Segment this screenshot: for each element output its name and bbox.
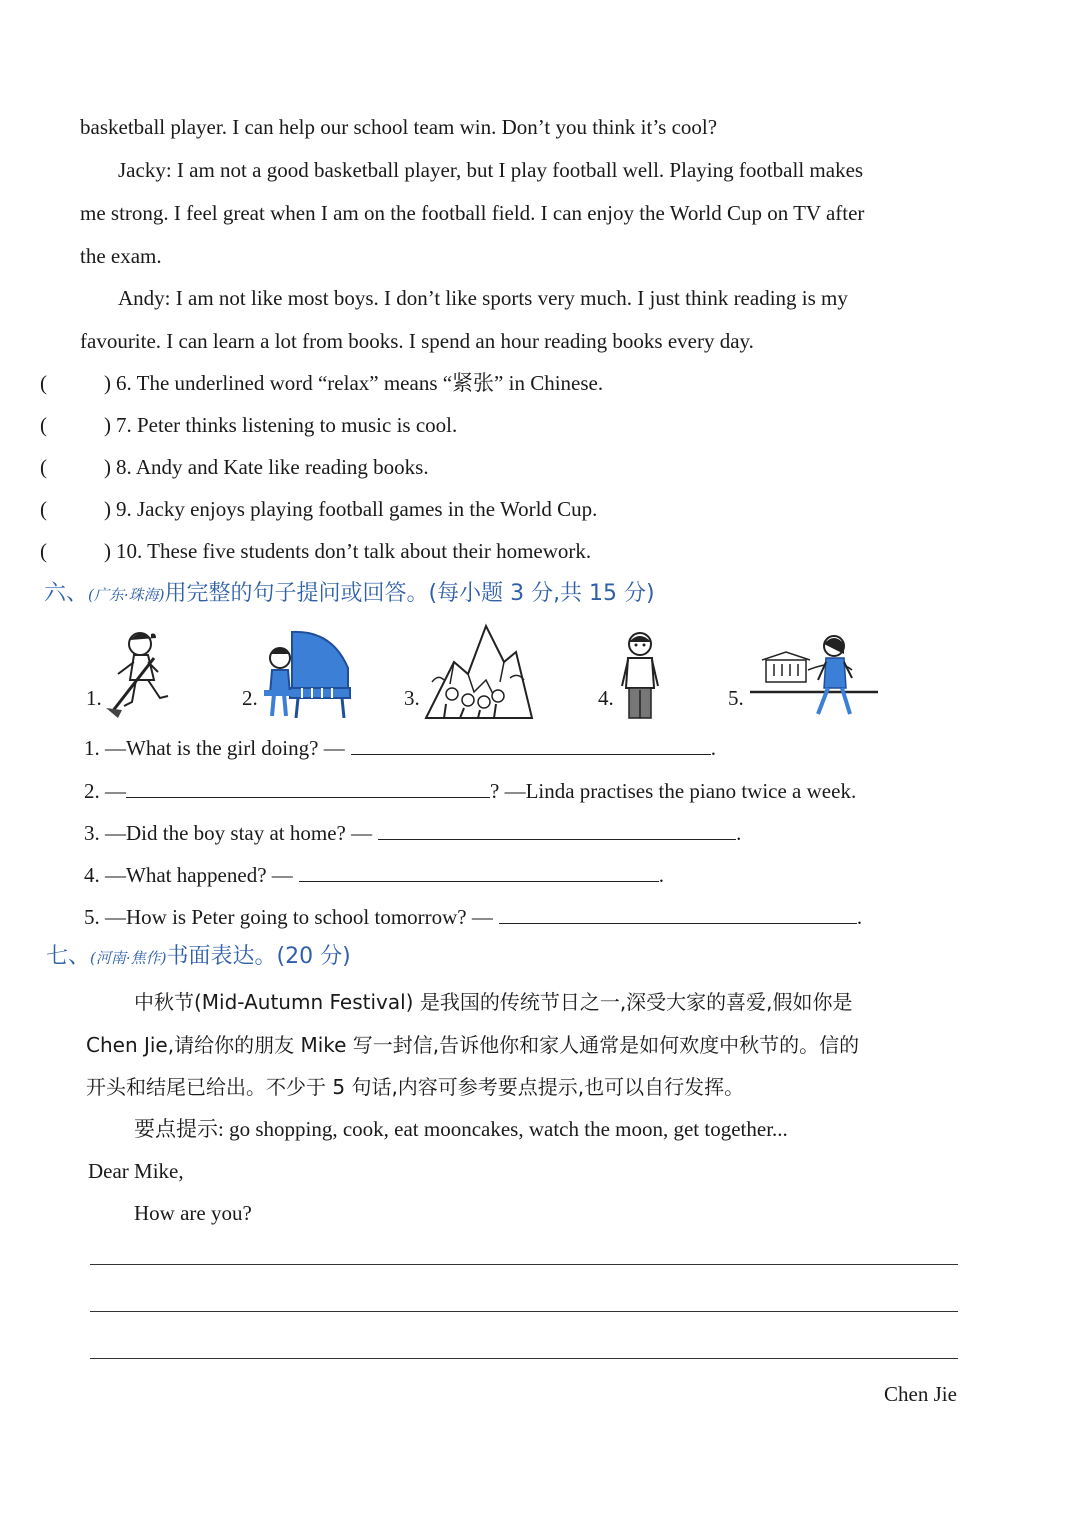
passage-line: the exam. <box>80 244 162 268</box>
writing-line[interactable] <box>90 1264 958 1265</box>
section-7-heading <box>46 946 351 968</box>
section-number: 六、 <box>44 581 89 606</box>
judgement-text: 9. Jacky enjoys playing football games in the World Cup. <box>116 497 598 521</box>
picture-label: 2. <box>242 686 258 710</box>
judgement-text: 7. Peter thinks listening to music is cool. <box>116 413 458 437</box>
passage-line: basketball player. I can help our school team win. Don’t you think it’s cool? <box>80 115 718 139</box>
writing-hints: 要点提示: go shopping, cook, eat mooncakes, watch the moon, get together... <box>134 1117 788 1141</box>
answer-blank[interactable] <box>499 905 857 924</box>
question-prefix: 1. —What is the girl doing? — <box>84 736 345 760</box>
question-prefix: 2. — <box>84 779 126 803</box>
girl-sweeping-icon <box>104 628 180 720</box>
section-title: 用完整的句子提问或回答。(每小题 3 分,共 15 分) <box>164 581 655 606</box>
answer-paren-close: ) <box>104 497 111 521</box>
answer-paren-open: ( <box>40 413 47 437</box>
question-2 <box>84 779 856 802</box>
people-on-mountain-icon <box>424 622 534 720</box>
question-suffix: . <box>658 863 665 887</box>
section-6-heading <box>44 583 655 605</box>
question-prefix: 5. —How is Peter going to school tomorrow? — <box>84 905 493 929</box>
writing-intro-line: 中秋节(Mid-Autumn Festival) 是我国的传统节日之一,深受大家的喜爱,假如你是 <box>134 990 853 1014</box>
passage-line: favourite. I can learn a lot from books. I spend an hour reading books every day. <box>80 329 754 353</box>
section-region: (河南·焦作) <box>90 949 167 967</box>
question-suffix: . <box>856 905 863 929</box>
answer-blank[interactable] <box>126 779 490 798</box>
letter-greeting: Dear Mike, <box>88 1159 184 1183</box>
answer-blank[interactable] <box>351 736 711 755</box>
letter-signature: Chen Jie <box>884 1382 957 1406</box>
girl-walking-to-school-icon <box>748 630 880 720</box>
answer-blank[interactable] <box>378 821 736 840</box>
question-5 <box>84 905 862 928</box>
answer-paren-open: ( <box>40 539 47 563</box>
picture-label: 1. <box>86 686 102 710</box>
passage-line: me strong. I feel great when I am on the football field. I can enjoy the World Cup on TV after <box>80 201 865 225</box>
picture-label: 3. <box>404 686 420 710</box>
question-prefix: 3. —Did the boy stay at home? — <box>84 821 373 845</box>
judgement-text: 10. These five students don’t talk about their homework. <box>116 539 592 563</box>
question-3 <box>84 821 741 844</box>
boy-standing-icon <box>618 630 662 722</box>
passage-line: Jacky: I am not a good basketball player, but I play football well. Playing football makes <box>118 158 864 182</box>
writing-intro-line: Chen Jie,请给你的朋友 Mike 写一封信,告诉他你和家人通常是如何欢度中秋节的。信的 <box>86 1033 860 1057</box>
passage-line: Andy: I am not like most boys. I don’t like sports very much. I just think reading is my <box>118 286 848 310</box>
judgement-text: 8. Andy and Kate like reading books. <box>116 455 429 479</box>
writing-intro-line: 开头和结尾已给出。不少于 5 句话,内容可参考要点提示,也可以自行发挥。 <box>86 1075 745 1099</box>
answer-paren-close: ) <box>104 539 111 563</box>
girl-playing-piano-icon <box>262 628 354 720</box>
question-suffix: . <box>736 821 742 845</box>
answer-paren-open: ( <box>40 497 47 521</box>
question-prefix: 4. —What happened? — <box>84 863 293 887</box>
question-suffix: . <box>710 736 716 760</box>
answer-paren-close: ) <box>104 413 111 437</box>
answer-paren-open: ( <box>40 455 47 479</box>
question-suffix: ? —Linda practises the piano twice a week. <box>490 779 857 803</box>
writing-line[interactable] <box>90 1358 958 1359</box>
picture-label: 4. <box>598 686 614 710</box>
question-1 <box>84 736 716 759</box>
section-region: (广东·珠海) <box>88 586 165 604</box>
section-title: 书面表达。(20 分) <box>166 944 351 969</box>
answer-blank[interactable] <box>299 863 659 882</box>
question-4 <box>84 863 664 886</box>
writing-line[interactable] <box>90 1311 958 1312</box>
judgement-text: 6. The underlined word “relax” means “紧张” in Chinese. <box>116 371 604 395</box>
answer-paren-close: ) <box>104 455 111 479</box>
answer-paren-open: ( <box>40 371 47 395</box>
answer-paren-close: ) <box>104 371 111 395</box>
section-number: 七、 <box>46 944 91 969</box>
picture-label: 5. <box>728 686 744 710</box>
letter-opening: How are you? <box>134 1201 252 1225</box>
